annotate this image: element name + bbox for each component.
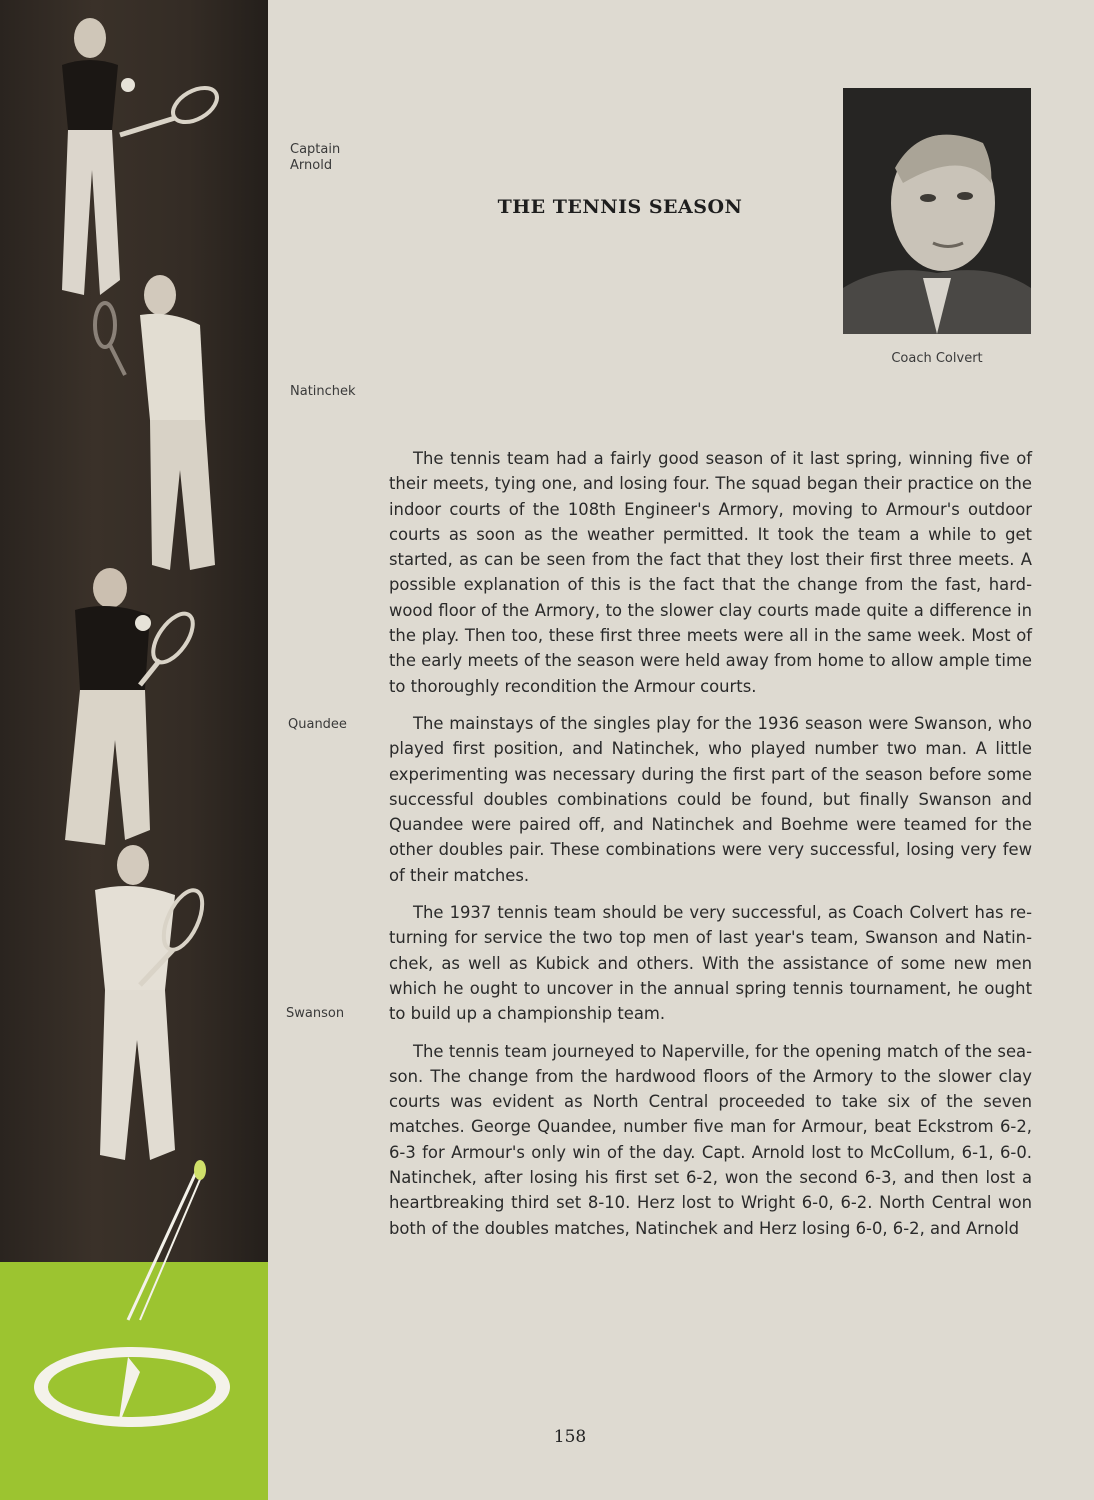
article-paragraph: The tennis team journeyed to Naperville, for the opening match of the sea-son. The change from the hardwood floors of the Armory to the slower clay courts was evident as North Central proceeded to take six of the seven matches. George Quandee, number five man for Armour, beat Eckstrom 6-2, 6-3 for Armour's only win of the day. Capt. Arnold lost to McCollum, 6-1, 6-0. Natinchek, after losing his first set 6-2, won the second 6-3, and then lost a heartbreaking third set 8-10. Herz lost to Wright 6-0, 6-2. North Central won both of the doubles matches, Natinchek and Herz losing 6-0, 6-2, and Arnold xyxy=(389,1041,1032,1238)
photo-quandee xyxy=(55,560,255,860)
caption-natinchek: Natinchek xyxy=(290,384,356,399)
coach-portrait xyxy=(843,88,1031,334)
article-body xyxy=(389,446,1032,1253)
article-paragraph: The tennis team had a fairly good season of it last spring, winning five of their meets, tying one, and losing four. The squad began their practice on the indoor courts of the 108th Engineer's Armory, moving to Armour's outdoor courts as soon as the weather permitted. It took the team a while to get started, as can be seen from the fact that they lost their first three meets. A possible explanation of this is the fact that the change from the fast, hard-wood floor of the Armory, to the slower clay courts made quite a difference in the play. Then too, these first three meets were all in the same week. Most of the early meets of the season were held away from home to allow ample time to thoroughly recondition the Armour courts. xyxy=(389,449,1032,696)
caption-swanson: Swanson xyxy=(286,1006,345,1021)
page-number: 158 xyxy=(553,1427,587,1447)
tennis-ball-icon xyxy=(121,78,135,92)
tennis-racket-icon xyxy=(145,607,200,669)
page-title: THE TENNIS SEASON xyxy=(497,196,743,218)
article-paragraph: The 1937 tennis team should be very successful, as Coach Colvert has re-turning for service the two top men of last year's team, Swanson and Natin-chek, as well as Kubick and others. With the assistance of some new men which he ought to uncover in the annual spring tennis tournament, he ought to build up a championship team. xyxy=(389,903,1032,1024)
head xyxy=(144,275,176,315)
legs xyxy=(150,420,215,570)
racket-handle-graphic xyxy=(100,1160,220,1330)
head xyxy=(93,568,127,608)
photo-swanson xyxy=(65,840,265,1170)
tennis-ball-icon xyxy=(135,615,151,631)
legs xyxy=(65,690,150,845)
tennis-racket-icon xyxy=(95,303,115,347)
tennis-racket-icon xyxy=(167,81,223,129)
photo-natinchek xyxy=(80,270,260,580)
legs xyxy=(100,990,175,1160)
caption-coach-colvert: Coach Colvert xyxy=(891,351,983,366)
photo-captain-arnold xyxy=(40,10,270,300)
photo-coach-colvert xyxy=(843,88,1031,334)
caption-captain-arnold: Captain Arnold xyxy=(290,142,341,173)
head xyxy=(117,845,149,885)
article-paragraph: The mainstays of the singles play for the 1936 season were Swanson, who played first position, and Natinchek, who played number two man. A little experimenting was necessary during the first part of the season before some successful doubles combinations could be found, but finally Swanson and Quandee were paired off, and Natinchek and Boehme were teamed for the other doubles pair. These combinations were very successful, losing very few of their matches. xyxy=(389,713,1032,885)
torso xyxy=(140,314,205,420)
player-photo-strip xyxy=(0,0,268,1262)
head xyxy=(74,18,106,58)
caption-quandee: Quandee xyxy=(288,717,347,732)
torso xyxy=(62,60,118,130)
